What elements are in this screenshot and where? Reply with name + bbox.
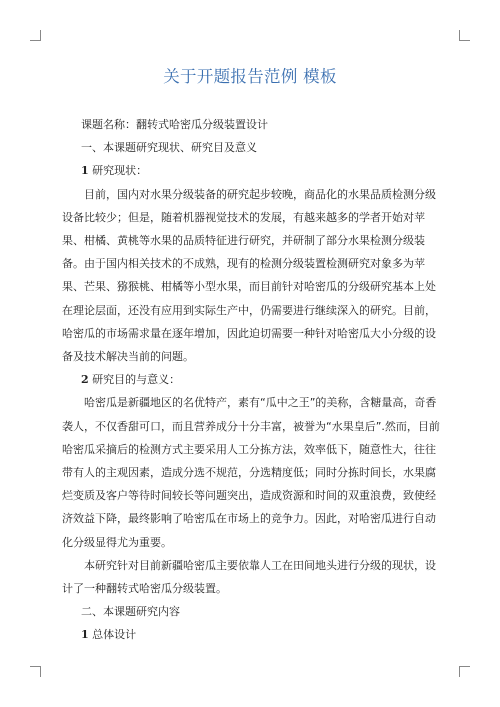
subheading-number: 1 [81,628,89,642]
section-heading-1: 一、本课题研究现状、研究目及意义 [81,141,257,155]
crop-mark-bottom-right [459,666,470,677]
crop-mark-top-right [459,30,470,41]
subheading-number: 1 [81,164,89,178]
paragraph-design-summary: 本研究针对目前新疆哈密瓜主要依靠人工在田间地头进行分级的现状，设计了一种翻转式哈密瓜分级装置。 [62,558,436,596]
topic-line: 课题名称：翻转式哈密瓜分级装置设计 [81,118,268,131]
subheading-label: 研究现状： [92,164,148,178]
subheading-purpose [62,368,442,391]
document-title: 关于开题报告范例 模板 [163,67,337,86]
section-heading-2: 二、本课题研究内容 [81,605,180,619]
subheading-label: 总体设计 [92,628,137,642]
paragraph-purpose: 哈密瓜是新疆地区的名优特产，素有“瓜中之王”的美称，含糖量高，奇香袭人，不仅香甜可口，而且营养成分十分丰富，被誉为“水果皇后”.然而，目前哈密瓜采摘后的检测方式主要采用人工分拣方法，效率低下，随意性大，往往带有人的主观因素，造成分选不规范，分选精度低；同时分拣时间长，水果腐烂变质及客户等待时间较长等问题突出，造成资源和时间的双重浪费，致使经济效益下降，最终影响了哈密瓜在市场上的竞争力。因此，对哈密瓜进行自动化分级显得尤为重要。 [62,396,440,549]
document-body [62,113,442,647]
crop-mark-bottom-left [30,666,41,677]
subheading-label: 研究目的与意义： [92,373,181,387]
subheading-research-status [62,159,442,182]
subheading-overall-design [62,623,442,646]
crop-mark-top-left [30,30,41,41]
paragraph-research-status: 目前，国内对水果分级装备的研究起步较晚，商品化的水果品质检测分级设备比较少；但是，随着机器视觉技术的发展，有越来越多的学者开始对苹果、柑橘、黄桃等水果的品质特征进行研究，并研制了部分水果检测分级装备。由于国内相关技术的不成熟，现有的检测分级装置检测研究对象多为苹果、芒果、猕猴桃、柑橘等小型水果，而目前针对哈密瓜的分级研究基本上处在理论层面，还没有应用到实际生产中，仍需要进行继续深入的研究。目前，哈密瓜的市场需求量在逐年增加，因此迫切需要一种针对哈密瓜大小分级的设备及技术解决当前的问题。 [62,187,436,364]
subheading-number: 2 [81,373,89,387]
